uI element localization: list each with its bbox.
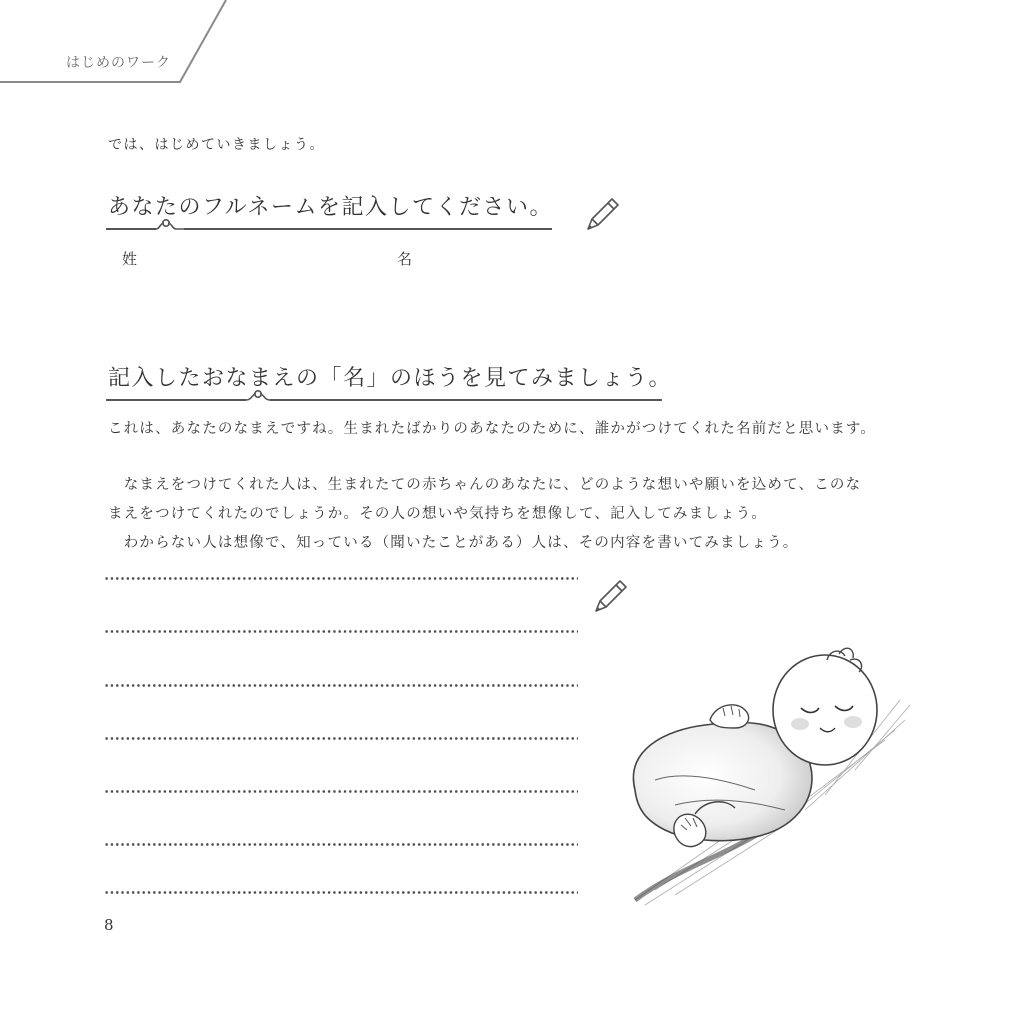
sleeping-baby-illustration xyxy=(615,630,915,920)
writing-line[interactable] xyxy=(104,684,578,687)
writing-line[interactable] xyxy=(104,577,578,580)
body-paragraph-2-line-1: なまえをつけてくれた人は、生まれたての赤ちゃんのあなたに、どのような想いや願いを込めて、このな xyxy=(108,477,862,493)
question-1-heading: あなたのフルネームを記入してください。 xyxy=(108,195,553,220)
question-2-underline xyxy=(106,389,666,403)
writing-line[interactable] xyxy=(104,843,578,846)
question-1-underline xyxy=(106,218,556,232)
writing-line[interactable] xyxy=(104,790,578,793)
surname-label: 姓 xyxy=(122,250,138,268)
pencil-icon xyxy=(582,195,622,235)
given-name-label: 名 xyxy=(397,250,413,268)
body-paragraph-1: これは、あなたのなまえですね。生まれたばかりのあなたのために、誰かがつけてくれた名前だと思います。 xyxy=(108,421,877,437)
body-paragraph-2-line-2: まえをつけてくれたのでしょうか。その人の想いや気持ちを想像して、記入してみましょう。 xyxy=(108,506,768,522)
writing-line[interactable] xyxy=(104,737,578,740)
intro-text: では、はじめていきましょう。 xyxy=(108,137,325,153)
page-number: 8 xyxy=(104,916,114,934)
section-tab-frame xyxy=(0,0,240,90)
section-tab-label: はじめのワーク xyxy=(66,55,171,71)
pencil-icon xyxy=(590,577,630,617)
writing-line[interactable] xyxy=(104,630,578,633)
writing-line[interactable] xyxy=(104,891,578,894)
body-paragraph-3: わからない人は想像で、知っている（聞いたことがある）人は、その内容を書いてみましょう。 xyxy=(108,535,799,551)
question-2-heading: 記入したおなまえの「名」のほうを見てみましょう。 xyxy=(108,366,673,391)
